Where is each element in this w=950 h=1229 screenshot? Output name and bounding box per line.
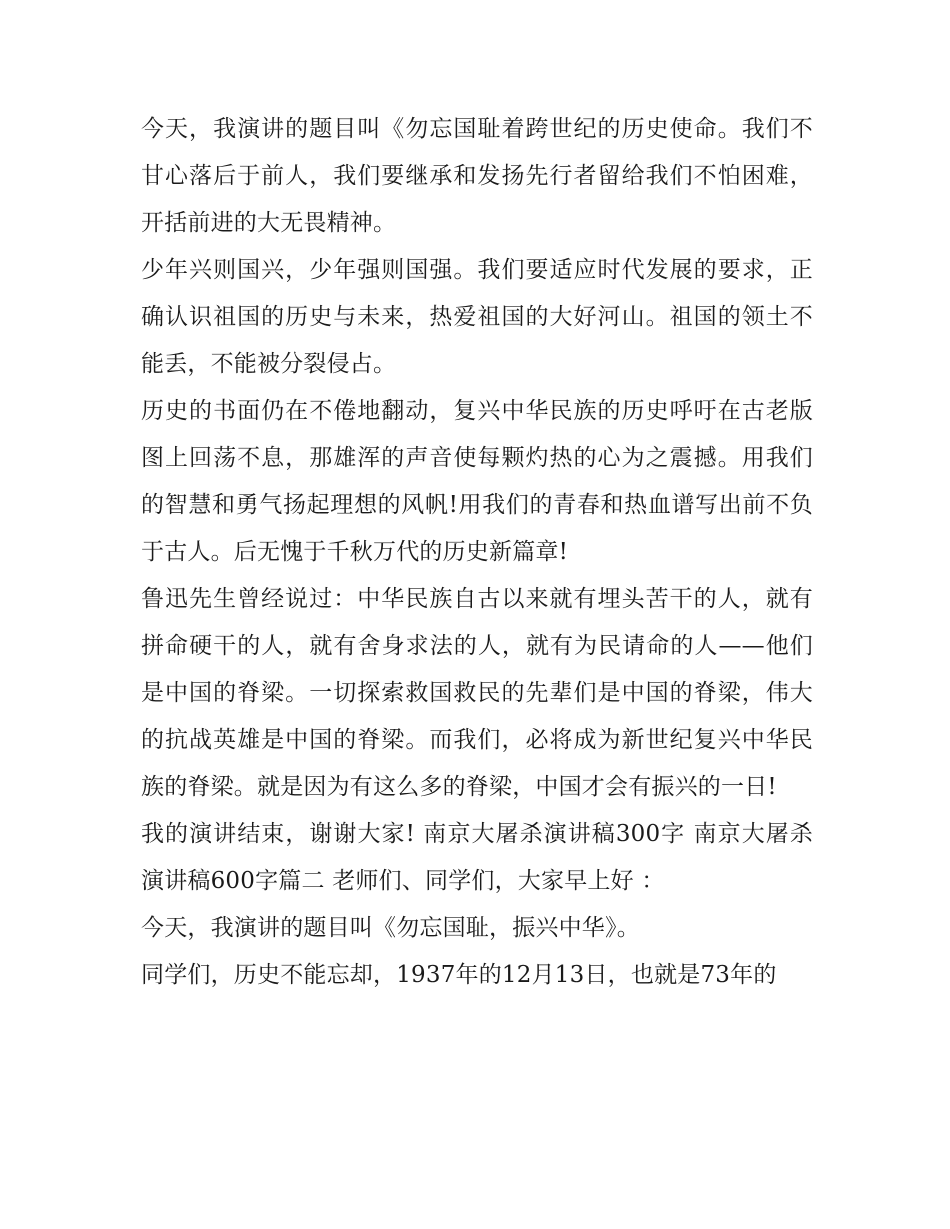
paragraph-2: 少年兴则国兴，少年强则国强。我们要适应时代发展的要求，正确认识祖国的历史与未来，热爱祖国的大好河山。祖国的领土不能丢，不能被分裂侵占。 [141,257,813,377]
paragraph-5: 我的演讲结束，谢谢大家! 南京大屠杀演讲稿300字 南京大屠杀演讲稿600字篇二 老师们、同学们，大家早上好 ： [141,821,813,894]
paragraph-4: 鲁迅先生曾经说过：中华民族自古以来就有埋头苦干的人，就有拼命硬干的人，就有舍身求法的人，就有为民请命的人——他们是中国的脊梁。一切探索救国救民的先辈们是中国的脊梁，伟大的抗战英雄是中国的脊梁。而我们，必将成为新世纪复兴中华民族的脊梁。就是因为有这么多的脊梁，中国才会有振兴的一日! [141,586,813,800]
document-body [141,106,813,999]
paragraph-3: 历史的书面仍在不倦地翻动，复兴中华民族的历史呼吁在古老版图上回荡不息，那雄浑的声音使每颗灼热的心为之震撼。用我们的智慧和勇气扬起理想的风帆!用我们的青春和热血谱写出前不负于古人。后无愧于千秋万代的历史新篇章! [141,398,813,565]
paragraph-7: 同学们，历史不能忘却，1937年的12月13日，也就是73年的 [141,962,777,988]
paragraph-1: 今天，我演讲的题目叫《勿忘国耻着跨世纪的历史使命。我们不甘心落后于前人，我们要继承和发扬先行者留给我们不怕困难，开括前进的大无畏精神。 [141,116,813,236]
paragraph-6: 今天，我演讲的题目叫《勿忘国耻，振兴中华》。 [141,915,640,941]
